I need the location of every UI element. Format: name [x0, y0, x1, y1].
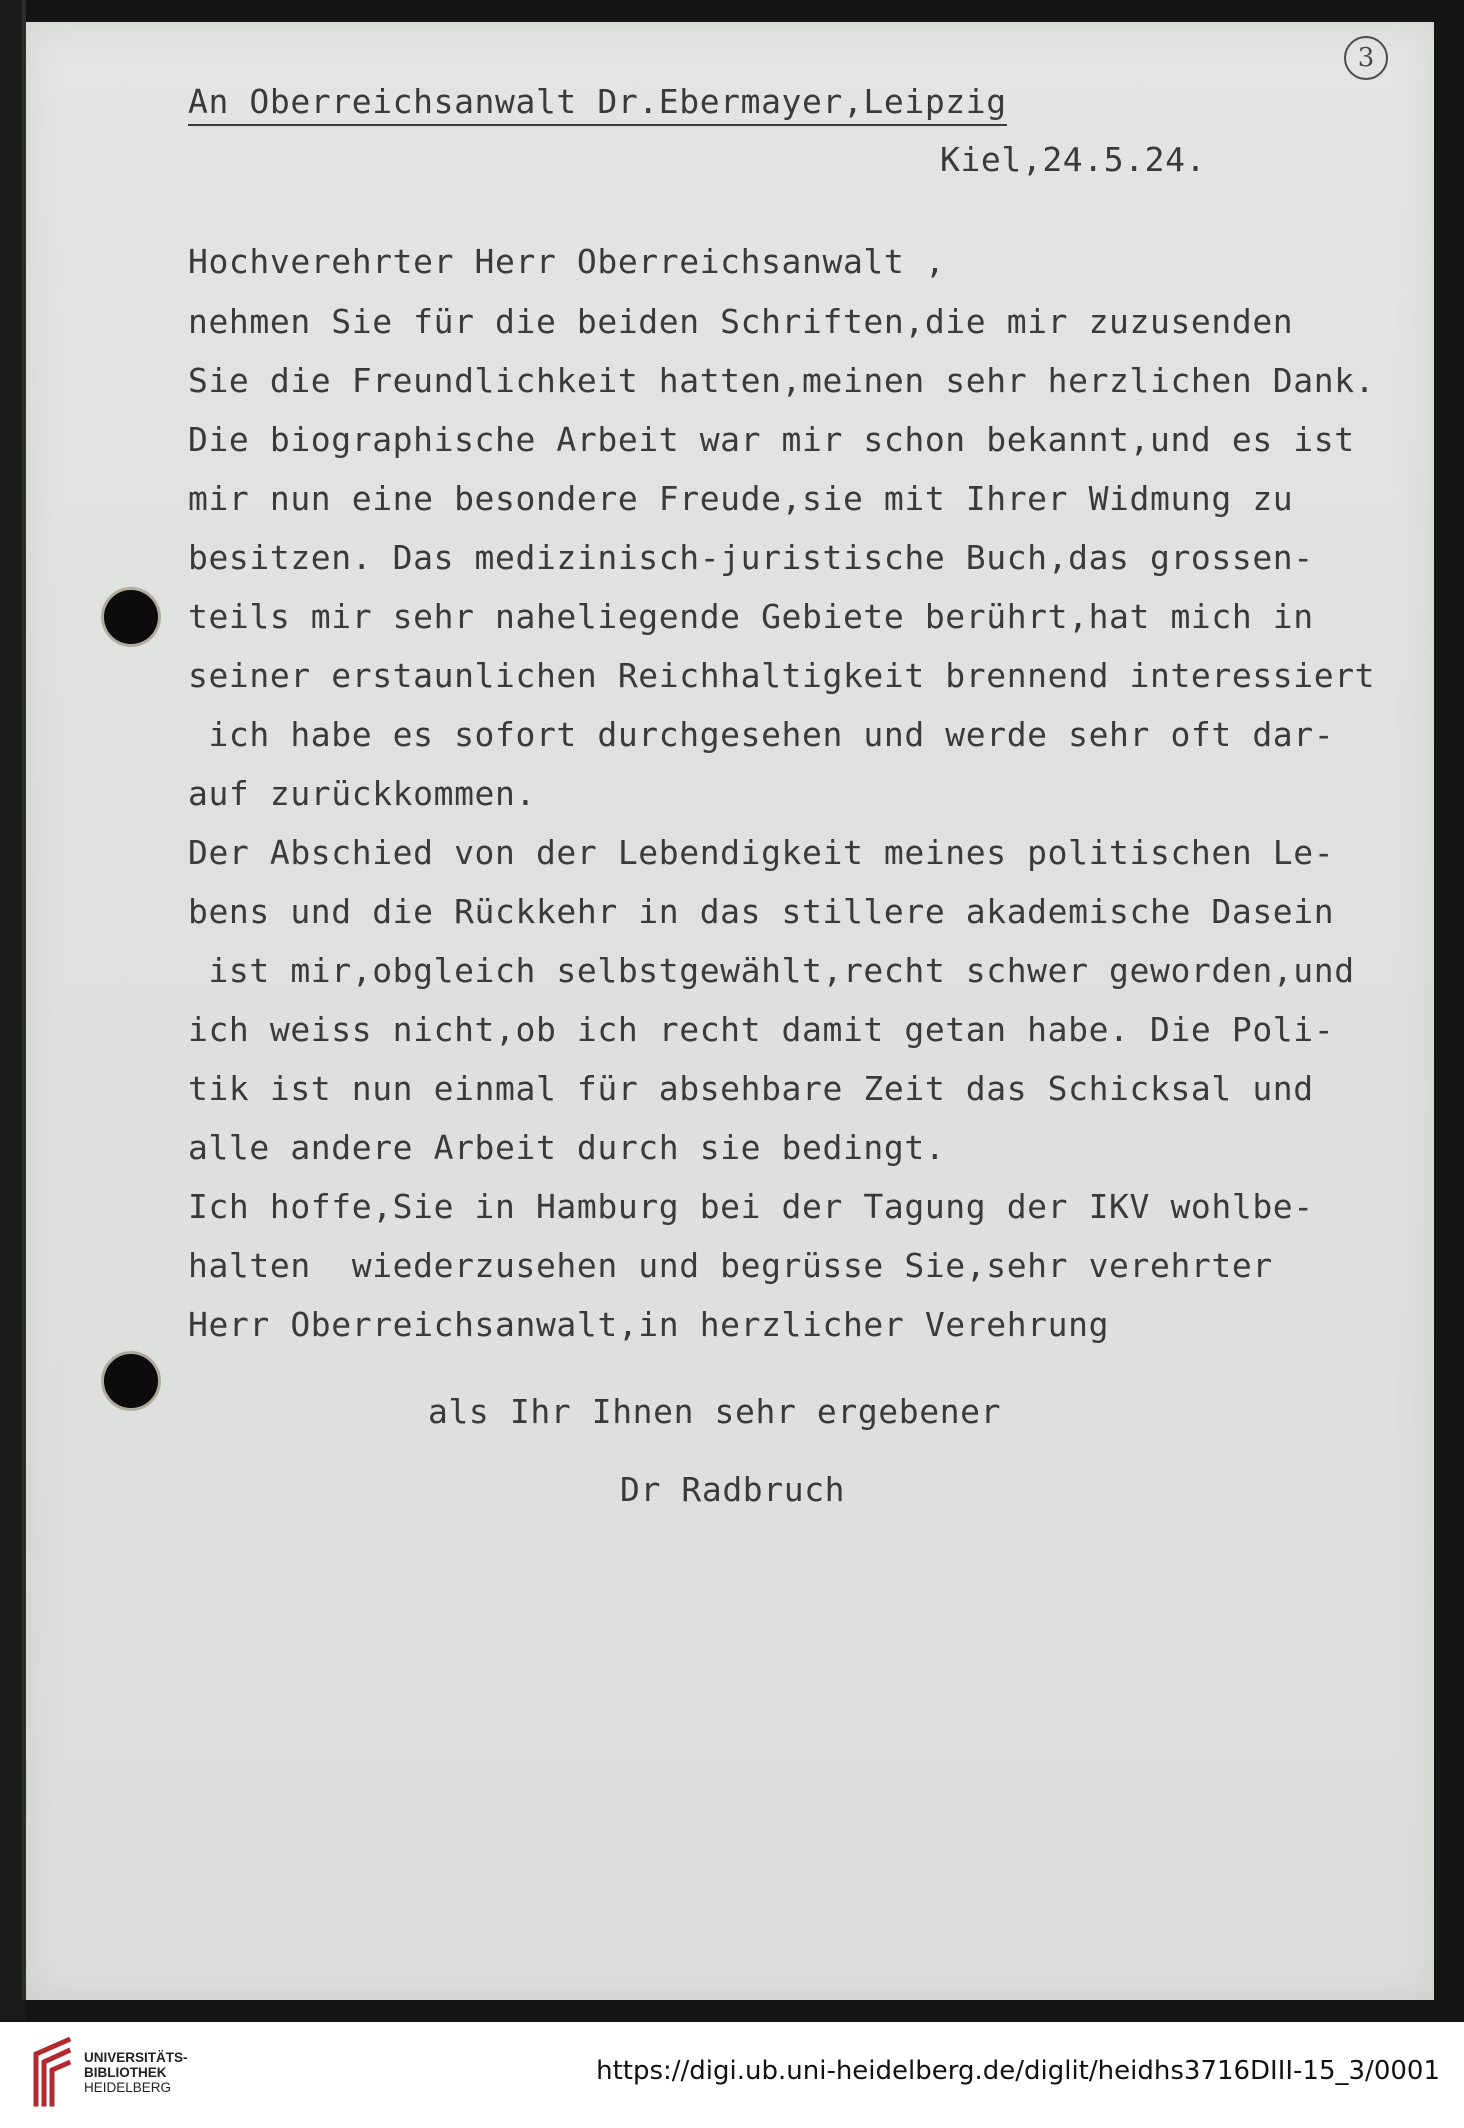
- body-line: ich habe es sofort durchgesehen und werde sehr oft dar-: [188, 715, 1335, 754]
- body-line: auf zurückkommen.: [188, 774, 536, 813]
- body-line: teils mir sehr naheliegende Gebiete berührt,hat mich in: [188, 597, 1314, 636]
- sheet-edge: [22, 0, 26, 2000]
- body-line: Ich hoffe,Sie in Hamburg bei der Tagung der IKV wohlbe-: [188, 1187, 1314, 1226]
- body-line: nehmen Sie für die beiden Schriften,die mir zuzusenden: [188, 302, 1294, 341]
- body-line: Herr Oberreichsanwalt,in herzlicher Verehrung: [188, 1305, 1110, 1344]
- body-line: Sie die Freundlichkeit hatten,meinen sehr herzlichen Dank.: [188, 361, 1376, 400]
- body-line: Die biographische Arbeit war mir schon bekannt,und es ist: [188, 420, 1355, 459]
- body-line: halten wiederzusehen und begrüsse Sie,sehr verehrter: [188, 1246, 1273, 1285]
- signature: Dr Radbruch: [620, 1470, 846, 1509]
- library-line: UNIVERSITÄTS-: [84, 2050, 188, 2065]
- body-line: besitzen. Das medizinisch-juristische Buch,das grossen-: [188, 538, 1314, 577]
- library-line: BIBLIOTHEK: [84, 2065, 167, 2080]
- punch-hole: [104, 590, 158, 644]
- punch-hole: [104, 1354, 158, 1408]
- library-name: [84, 2050, 188, 2095]
- body-line: alle andere Arbeit durch sie bedingt.: [188, 1128, 946, 1167]
- body-line: Der Abschied von der Lebendigkeit meines politischen Le-: [188, 833, 1335, 872]
- footer-bar: [0, 2022, 1464, 2128]
- recipient-line: An Oberreichsanwalt Dr.Ebermayer,Leipzig: [188, 82, 1007, 126]
- salutation: Hochverehrter Herr Oberreichsanwalt ,: [188, 242, 946, 281]
- body-line: ich weiss nicht,ob ich recht damit getan habe. Die Poli-: [188, 1010, 1335, 1049]
- letter-body: [188, 302, 1375, 1364]
- body-line: seiner erstaunlichen Reichhaltigkeit brennend interessiert: [188, 656, 1376, 695]
- place-date: Kiel,24.5.24.: [940, 140, 1207, 179]
- body-line: bens und die Rückkehr in das stillere akademische Dasein: [188, 892, 1335, 931]
- body-line: ist mir,obgleich selbstgewählt,recht schwer geworden,und: [188, 951, 1355, 990]
- page-mark: 3: [1344, 36, 1388, 80]
- library-line: HEIDELBERG: [84, 2080, 172, 2095]
- library-logo-icon: [30, 2034, 74, 2110]
- closing-line: als Ihr Ihnen sehr ergebener: [428, 1392, 1002, 1431]
- body-line: tik ist nun einmal für absehbare Zeit das Schicksal und: [188, 1069, 1314, 1108]
- permalink-url[interactable]: https://digi.ub.uni-heidelberg.de/diglit/heidhs3716DIII-15_3/0001: [596, 2056, 1440, 2086]
- body-line: mir nun eine besondere Freude,sie mit Ihrer Widmung zu: [188, 479, 1294, 518]
